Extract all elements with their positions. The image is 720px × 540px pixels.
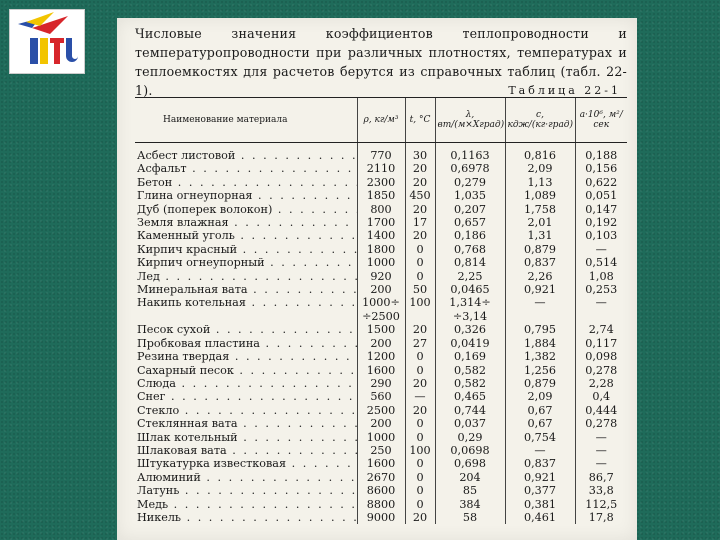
cell-material: Асфальт . . . [135, 162, 357, 175]
table-row [135, 216, 627, 229]
cell-diffusivity: 2,74 [575, 323, 627, 336]
cell-density: 2110 [357, 162, 405, 175]
cell-density: 1700 [357, 216, 405, 229]
table-row [135, 404, 627, 417]
cell-density: 560 [357, 390, 405, 403]
cell-density: 1200 [357, 350, 405, 363]
cell-diffusivity: 0,156 [575, 162, 627, 175]
cell-temperature: 20 [405, 203, 435, 216]
cell-temperature: 0 [405, 417, 435, 430]
cell-temperature: 20 [405, 162, 435, 175]
cell-heat-capacity: 1,758 [505, 203, 575, 216]
cell-temperature: 20 [405, 229, 435, 242]
cell-temperature: 20 [405, 323, 435, 336]
cell-diffusivity: 0,4 [575, 390, 627, 403]
table-row [135, 350, 627, 363]
cell-diffusivity: 0,278 [575, 364, 627, 377]
cell-temperature: 0 [405, 431, 435, 444]
cell-conductivity: 384 [435, 498, 505, 511]
cell-diffusivity: 0,117 [575, 337, 627, 350]
cell-temperature [405, 310, 435, 323]
table-row [135, 229, 627, 242]
cell-heat-capacity: 0,816 [505, 143, 575, 163]
cell-temperature: 20 [405, 404, 435, 417]
cell-density: 1500 [357, 323, 405, 336]
cell-temperature: 50 [405, 283, 435, 296]
cell-heat-capacity: 1,382 [505, 350, 575, 363]
table-row [135, 511, 627, 524]
table-header-row [135, 98, 627, 143]
cell-density: 1600 [357, 457, 405, 470]
cell-conductivity: 0,0698 [435, 444, 505, 457]
table-row [135, 498, 627, 511]
cell-heat-capacity: — [505, 444, 575, 457]
cell-material: Пробковая пластина . . . [135, 337, 357, 350]
cell-density: 200 [357, 283, 405, 296]
cell-diffusivity: 0,444 [575, 404, 627, 417]
cell-material: Сахарный песок . . . [135, 364, 357, 377]
cell-heat-capacity: 0,879 [505, 377, 575, 390]
cell-material: Кирпич красный . . . [135, 243, 357, 256]
table-row [135, 256, 627, 269]
cell-material: Шлаковая вата . . . [135, 444, 357, 457]
cell-heat-capacity: 0,381 [505, 498, 575, 511]
cell-material: Асбест листовой . . . [135, 143, 357, 163]
cell-material: Песок сухой . . . [135, 323, 357, 336]
table-caption: Таблица 22-1 [508, 84, 621, 97]
cell-diffusivity: — [575, 243, 627, 256]
cell-conductivity: 0,0419 [435, 337, 505, 350]
header-diffusivity: a·10⁶, м²/сек [575, 98, 627, 143]
intro-paragraph: Числовые значения коэффициентов теплопроводности и температуропроводности при различных плотностях, температурах и теплоемкостях для расчетов берутся из справочных таблиц (табл. 22-1). [135, 26, 627, 98]
table-row [135, 337, 627, 350]
cell-diffusivity: 0,253 [575, 283, 627, 296]
table-row [135, 323, 627, 336]
cell-density: 1000÷ [357, 296, 405, 309]
cell-conductivity: 0,0465 [435, 283, 505, 296]
cell-temperature: 30 [405, 143, 435, 163]
cell-material: Резина твердая . . . [135, 350, 357, 363]
cell-conductivity: 0,465 [435, 390, 505, 403]
cell-material: Латунь . . . [135, 484, 357, 497]
cell-conductivity: 0,186 [435, 229, 505, 242]
cell-temperature: 27 [405, 337, 435, 350]
cell-diffusivity: 86,7 [575, 471, 627, 484]
cell-density: 290 [357, 377, 405, 390]
cell-temperature: 450 [405, 189, 435, 202]
cell-diffusivity: 0,192 [575, 216, 627, 229]
cell-diffusivity: 0,147 [575, 203, 627, 216]
cell-material: Снег . . . [135, 390, 357, 403]
cell-conductivity: 0,037 [435, 417, 505, 430]
cell-heat-capacity: 0,795 [505, 323, 575, 336]
cell-temperature: 0 [405, 350, 435, 363]
cell-heat-capacity: 2,01 [505, 216, 575, 229]
cell-density: 8800 [357, 498, 405, 511]
table-row [135, 444, 627, 457]
cell-density: 200 [357, 337, 405, 350]
cell-conductivity: 0,279 [435, 176, 505, 189]
cell-heat-capacity: 1,13 [505, 176, 575, 189]
table-row [135, 310, 627, 323]
cell-heat-capacity: 1,256 [505, 364, 575, 377]
cell-conductivity: 204 [435, 471, 505, 484]
cell-material: Стекло . . . [135, 404, 357, 417]
cell-conductivity: 58 [435, 511, 505, 524]
table-row [135, 176, 627, 189]
cell-conductivity: 0,6978 [435, 162, 505, 175]
cell-diffusivity: — [575, 444, 627, 457]
cell-heat-capacity: 2,09 [505, 162, 575, 175]
cell-diffusivity: — [575, 431, 627, 444]
cell-material: Штукатурка известковая . . . [135, 457, 357, 470]
cell-material: Бетон . . . [135, 176, 357, 189]
cell-heat-capacity: 0,921 [505, 283, 575, 296]
cell-temperature: 0 [405, 484, 435, 497]
table-row [135, 484, 627, 497]
table-row [135, 377, 627, 390]
cell-material: Шлак котельный . . . [135, 431, 357, 444]
cell-material: Дуб (поперек волокон) . . . [135, 203, 357, 216]
cell-material: Медь . . . [135, 498, 357, 511]
cell-heat-capacity: 1,31 [505, 229, 575, 242]
table-row [135, 143, 627, 163]
cell-density: 1800 [357, 243, 405, 256]
cell-density: 8600 [357, 484, 405, 497]
cell-temperature: — [405, 390, 435, 403]
cell-conductivity: 0,169 [435, 350, 505, 363]
cell-material: Стеклянная вата . . . [135, 417, 357, 430]
cell-density: 800 [357, 203, 405, 216]
cell-heat-capacity: 0,67 [505, 404, 575, 417]
cell-conductivity: 85 [435, 484, 505, 497]
cell-diffusivity [575, 310, 627, 323]
cell-temperature: 20 [405, 511, 435, 524]
cell-material [135, 310, 357, 323]
cell-conductivity: 0,326 [435, 323, 505, 336]
cell-density: 200 [357, 417, 405, 430]
cell-conductivity: ÷3,14 [435, 310, 505, 323]
cell-density: 1850 [357, 189, 405, 202]
cell-conductivity: 0,1163 [435, 143, 505, 163]
properties-table [135, 97, 627, 524]
cell-density: ÷2500 [357, 310, 405, 323]
header-conductivity: λ, вт/(м×Хград) [435, 98, 505, 143]
cell-diffusivity: — [575, 296, 627, 309]
cell-conductivity: 2,25 [435, 270, 505, 283]
cell-heat-capacity [505, 310, 575, 323]
table-row [135, 457, 627, 470]
cell-density: 770 [357, 143, 405, 163]
document-page [117, 18, 637, 540]
table-body [135, 143, 627, 525]
cell-material: Минеральная вата . . . [135, 283, 357, 296]
cell-heat-capacity: 2,09 [505, 390, 575, 403]
cell-conductivity: 0,657 [435, 216, 505, 229]
table-row [135, 390, 627, 403]
cell-conductivity: 0,814 [435, 256, 505, 269]
cell-temperature: 17 [405, 216, 435, 229]
cell-density: 2300 [357, 176, 405, 189]
cell-material: Слюда . . . [135, 377, 357, 390]
cell-conductivity: 0,582 [435, 377, 505, 390]
cell-diffusivity: — [575, 457, 627, 470]
cell-temperature: 100 [405, 296, 435, 309]
cell-heat-capacity: 1,884 [505, 337, 575, 350]
table-row [135, 270, 627, 283]
header-material: Наименование материала [135, 98, 357, 143]
cell-temperature: 0 [405, 364, 435, 377]
header-heat-capacity: c, кдж/(кг·град) [505, 98, 575, 143]
cell-density: 1600 [357, 364, 405, 377]
cell-heat-capacity: 2,26 [505, 270, 575, 283]
cell-diffusivity: 0,278 [575, 417, 627, 430]
table-row [135, 162, 627, 175]
cell-heat-capacity: 0,837 [505, 256, 575, 269]
cell-temperature: 20 [405, 176, 435, 189]
cell-material: Земля влажная . . . [135, 216, 357, 229]
cell-heat-capacity: 1,089 [505, 189, 575, 202]
cell-material: Кирпич огнеупорный . . . [135, 256, 357, 269]
cell-diffusivity: 0,514 [575, 256, 627, 269]
cell-heat-capacity: 0,921 [505, 471, 575, 484]
cell-conductivity: 0,744 [435, 404, 505, 417]
cell-temperature: 0 [405, 243, 435, 256]
cell-diffusivity: 2,28 [575, 377, 627, 390]
header-density: ρ, кг/м³ [357, 98, 405, 143]
cell-material: Накипь котельная . . . [135, 296, 357, 309]
cell-temperature: 0 [405, 498, 435, 511]
cell-density: 2500 [357, 404, 405, 417]
cell-density: 250 [357, 444, 405, 457]
cell-material: Каменный уголь . . . [135, 229, 357, 242]
table-row [135, 431, 627, 444]
cell-diffusivity: 0,188 [575, 143, 627, 163]
table-row [135, 283, 627, 296]
table-row [135, 189, 627, 202]
cell-conductivity: 0,29 [435, 431, 505, 444]
cell-heat-capacity: — [505, 296, 575, 309]
cell-density: 1000 [357, 431, 405, 444]
table-row [135, 471, 627, 484]
cell-heat-capacity: 0,461 [505, 511, 575, 524]
cell-temperature: 100 [405, 444, 435, 457]
cell-conductivity: 0,582 [435, 364, 505, 377]
cell-conductivity: 1,035 [435, 189, 505, 202]
cell-material: Алюминий . . . [135, 471, 357, 484]
cell-diffusivity: 1,08 [575, 270, 627, 283]
table-row [135, 203, 627, 216]
table-row [135, 364, 627, 377]
cell-diffusivity: 17,8 [575, 511, 627, 524]
cell-material: Лед . . . [135, 270, 357, 283]
cell-diffusivity: 0,622 [575, 176, 627, 189]
cell-density: 9000 [357, 511, 405, 524]
university-logo-icon [9, 9, 85, 74]
cell-material: Глина огнеупорная . . . [135, 189, 357, 202]
cell-conductivity: 0,207 [435, 203, 505, 216]
cell-diffusivity: 33,8 [575, 484, 627, 497]
cell-conductivity: 0,698 [435, 457, 505, 470]
cell-diffusivity: 112,5 [575, 498, 627, 511]
cell-temperature: 0 [405, 471, 435, 484]
cell-density: 920 [357, 270, 405, 283]
cell-diffusivity: 0,051 [575, 189, 627, 202]
cell-density: 2670 [357, 471, 405, 484]
cell-conductivity: 1,314÷ [435, 296, 505, 309]
cell-material: Никель . . . [135, 511, 357, 524]
table-row [135, 417, 627, 430]
cell-heat-capacity: 0,879 [505, 243, 575, 256]
cell-temperature: 20 [405, 377, 435, 390]
cell-heat-capacity: 0,754 [505, 431, 575, 444]
cell-heat-capacity: 0,67 [505, 417, 575, 430]
header-temperature: t, °C [405, 98, 435, 143]
cell-heat-capacity: 0,837 [505, 457, 575, 470]
table-row [135, 243, 627, 256]
table-row [135, 296, 627, 309]
cell-density: 1400 [357, 229, 405, 242]
cell-conductivity: 0,768 [435, 243, 505, 256]
cell-temperature: 0 [405, 270, 435, 283]
cell-temperature: 0 [405, 256, 435, 269]
cell-heat-capacity: 0,377 [505, 484, 575, 497]
cell-diffusivity: 0,103 [575, 229, 627, 242]
cell-temperature: 0 [405, 457, 435, 470]
cell-diffusivity: 0,098 [575, 350, 627, 363]
cell-density: 1000 [357, 256, 405, 269]
